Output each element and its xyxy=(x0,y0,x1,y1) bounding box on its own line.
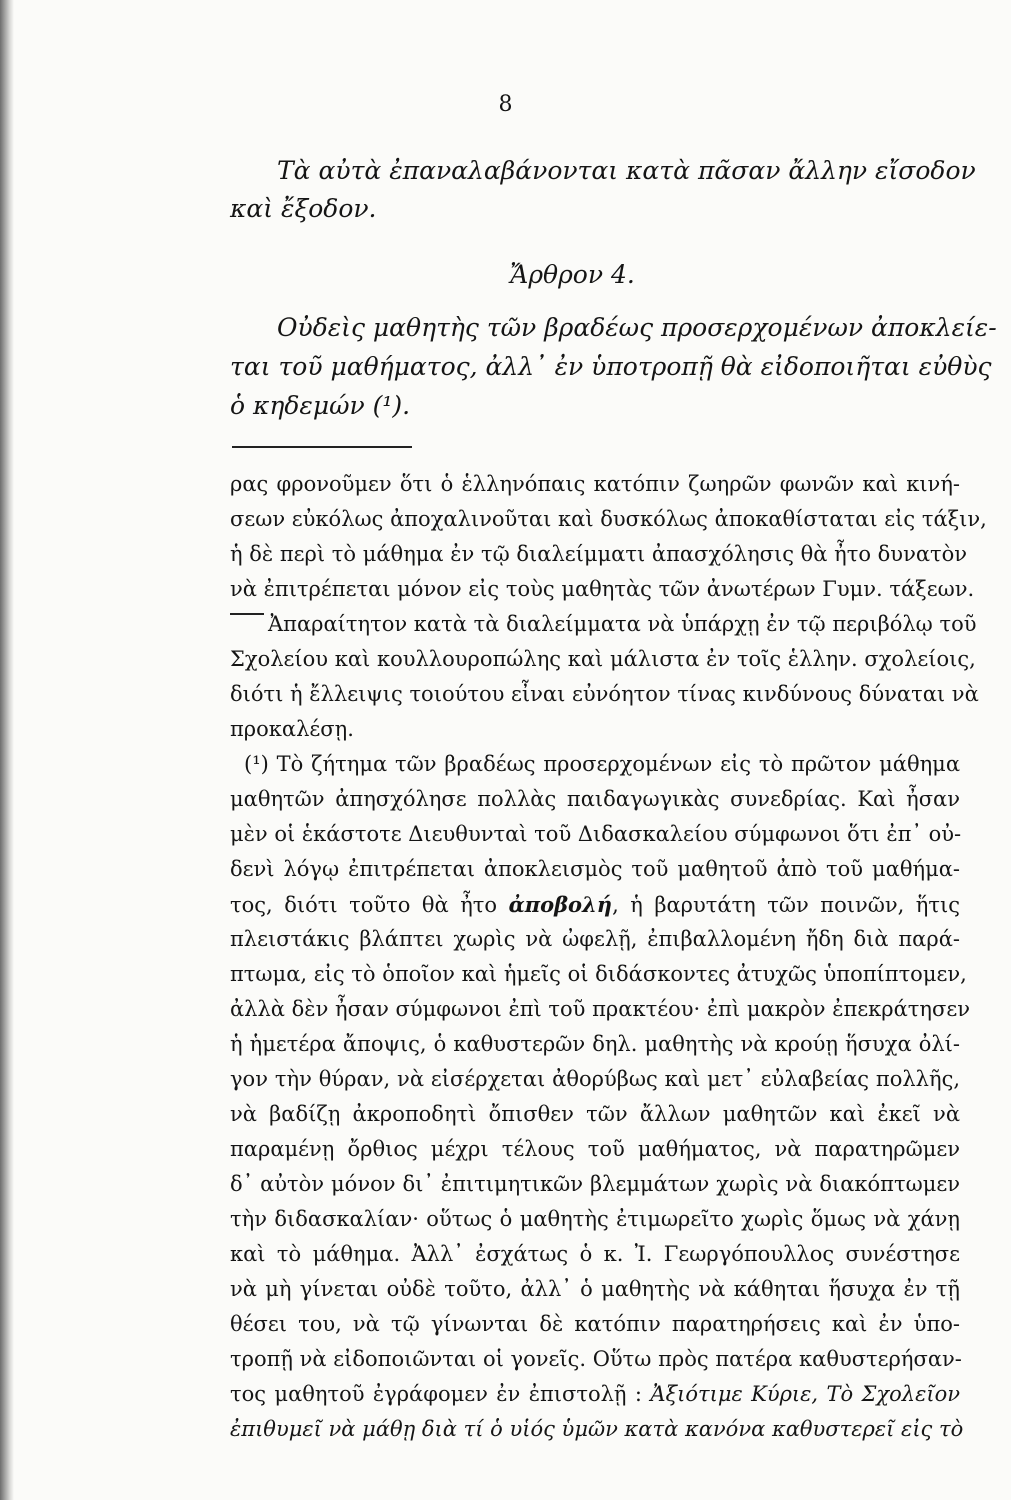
footnote1-line5-after: , ἡ βαρυτάτη τῶν ποινῶν, ἥτις xyxy=(612,893,961,917)
footnote1-line: μὲν οἱ ἑκάστοτε Διευθυνταὶ τοῦ Διδασκαλείου σύμφωνοι ὅτι ἐπ᾿ οὐ- xyxy=(230,822,962,846)
footnote1-line: καὶ τὸ μάθημα. Ἀλλ᾿ ἐσχάτως ὁ κ. Ἰ. Γεωργόπουλλος συνέστησε xyxy=(230,1242,960,1266)
emphasized-word: ἀποβολή xyxy=(508,892,613,917)
footnote1-line: νὰ βαδίζῃ ἀκροποδητὶ ὄπισθεν τῶν ἄλλων μαθητῶν καὶ ἐκεῖ νὰ xyxy=(230,1102,960,1126)
footnote1-line: πτωμα, εἰς τὸ ὁποῖον καὶ ἡμεῖς οἱ διδάσκοντες ἀτυχῶς ὑποπίπτομεν, xyxy=(230,962,967,986)
footnote-cont-line: Σχολείου καὶ κουλλουροπώλης καὶ μάλιστα ἐν τοῖς ἑλλην. σχολείοις, xyxy=(230,647,976,671)
footnote1-line: θέσει του, νὰ τῷ γίνωνται δὲ κατόπιν παρατηρήσεις καὶ ἐν ὑπο- xyxy=(230,1312,960,1336)
footnote1-line xyxy=(230,1384,960,1405)
binding-shadow xyxy=(0,0,14,1500)
footnote1-line: δ᾿ αὐτὸν μόνον δι᾿ ἐπιτιμητικῶν βλεμμάτων χωρὶς νὰ διακόπτωμεν xyxy=(230,1172,960,1196)
footnote-cont-line: σεων εὐκόλως ἀποχαλινοῦται καὶ δυσκόλως ἀποκαθίσταται εἰς τάξιν, xyxy=(230,507,987,531)
footnote1-line xyxy=(230,894,960,916)
footnote1-line: δενὶ λόγῳ ἐπιτρέπεται ἀποκλεισμὸς τοῦ μαθητοῦ ἀπὸ τοῦ μαθήμα- xyxy=(230,857,960,881)
footnote-cont-line: ἡ δὲ περὶ τὸ μάθημα ἐν τῷ διαλείμματι ἀπασχόλησις θὰ ἦτο δυνατὸν xyxy=(230,542,968,566)
article-text-line1: Οὐδεὶς μαθητὴς τῶν βραδέως προσερχομένων ἀποκλείε- xyxy=(277,313,997,342)
footnote1-line5-before: τος, διότι τοῦτο θὰ ἦτο xyxy=(230,893,509,917)
footnote1-line: (¹) Τὸ ζήτημα τῶν βραδέως προσερχομένων εἰς τὸ πρῶτον μάθημα xyxy=(244,752,960,776)
paragraph1-line1: Τὰ αὐτὰ ἐπαναλαβάνονται κατὰ πᾶσαν ἄλλην εἴσοδον xyxy=(277,156,976,185)
article-text-line2: ται τοῦ μαθήματος, ἀλλ᾿ ἐν ὑποτροπῇ θὰ εἰδοποιῆται εὐθὺς xyxy=(230,352,992,381)
footnote1-line: γον τὴν θύραν, νὰ εἰσέρχεται ἀθορύβως καὶ μετ᾿ εὐλαβείας πολλῆς, xyxy=(230,1067,960,1091)
footnote1-line: μαθητῶν ἀπησχόλησε πολλὰς παιδαγωγικὰς συνεδρίας. Καὶ ἦσαν xyxy=(230,787,960,811)
footnote-cont-line: Ἀπαραίτητον κατὰ τὰ διαλείμματα νὰ ὑπάρχῃ ἐν τῷ περιβόλῳ τοῦ xyxy=(268,612,977,636)
article-text-line3: ὁ κηδεμών (¹). xyxy=(230,391,411,420)
footnote-cont-line: προκαλέσῃ. xyxy=(230,717,354,741)
footnote-cont-line: διότι ἡ ἔλλειψις τοιούτου εἶναι εὐνόητον τίνας κινδύνους δύναται νὰ xyxy=(230,682,979,706)
article-heading: Ἄρθρον 4. xyxy=(510,260,635,289)
footnote1-line: τὴν διδασκαλίαν· οὕτως ὁ μαθητὴς ἐτιμωρεῖτο χωρὶς ὅμως νὰ χάνῃ xyxy=(230,1207,960,1231)
paragraph1-line2: καὶ ἔξοδον. xyxy=(230,194,377,223)
footnote1-line: ἀλλὰ δὲν ἦσαν σύμφωνοι ἐπὶ τοῦ πρακτέου· ἐπὶ μακρὸν ἐπεκράτησεν xyxy=(230,997,970,1021)
footnote1-line: παραμένῃ ὄρθιος μέχρι τέλους τοῦ μαθήματος, νὰ παρατηρῶμεν xyxy=(230,1137,960,1161)
footnote1-line: νὰ μὴ γίνεται οὐδὲ τοῦτο, ἀλλ᾿ ὁ μαθητὴς νὰ κάθηται ἥσυχα ἐν τῇ xyxy=(230,1277,960,1301)
footnote1-line: ἐπιθυμεῖ νὰ μάθῃ διὰ τί ὁ υἱός ὑμῶν κατὰ κανόνα καθυστερεῖ εἰς τὸ xyxy=(230,1417,964,1441)
em-dash xyxy=(230,613,264,615)
footnote1-line: ἡ ἡμετέρα ἄποψις, ὁ καθυστερῶν δηλ. μαθητὴς νὰ κρούῃ ἥσυχα ὀλί- xyxy=(230,1032,960,1056)
footnote1-line19-before: τος μαθητοῦ ἐγράφομεν ἐν ἐπιστολῇ : xyxy=(230,1382,651,1406)
footnote1-line: πλειστάκις βλάπτει χωρὶς νὰ ὠφελῇ, ἐπιβαλλομένη ἤδη διὰ παρά- xyxy=(230,927,960,951)
footnote-cont-line: νὰ ἐπιτρέπεται μόνον εἰς τοὺς μαθητὰς τῶν ἀνωτέρων Γυμν. τάξεων. xyxy=(230,577,975,601)
letter-quote: Ἀξιότιμε Κύριε, Τὸ Σχολεῖον xyxy=(650,1382,960,1406)
page-number: 8 xyxy=(498,92,513,117)
footnote1-line: τροπῇ νὰ εἰδοποιῶνται οἱ γονεῖς. Οὕτω πρὸς πατέρα καθυστερήσαν- xyxy=(230,1347,962,1371)
footnote-separator xyxy=(232,446,412,448)
footnote-cont-line: ρας φρονοῦμεν ὅτι ὁ ἑλληνόπαις κατόπιν ζωηρῶν φωνῶν καὶ κινή- xyxy=(230,472,960,496)
